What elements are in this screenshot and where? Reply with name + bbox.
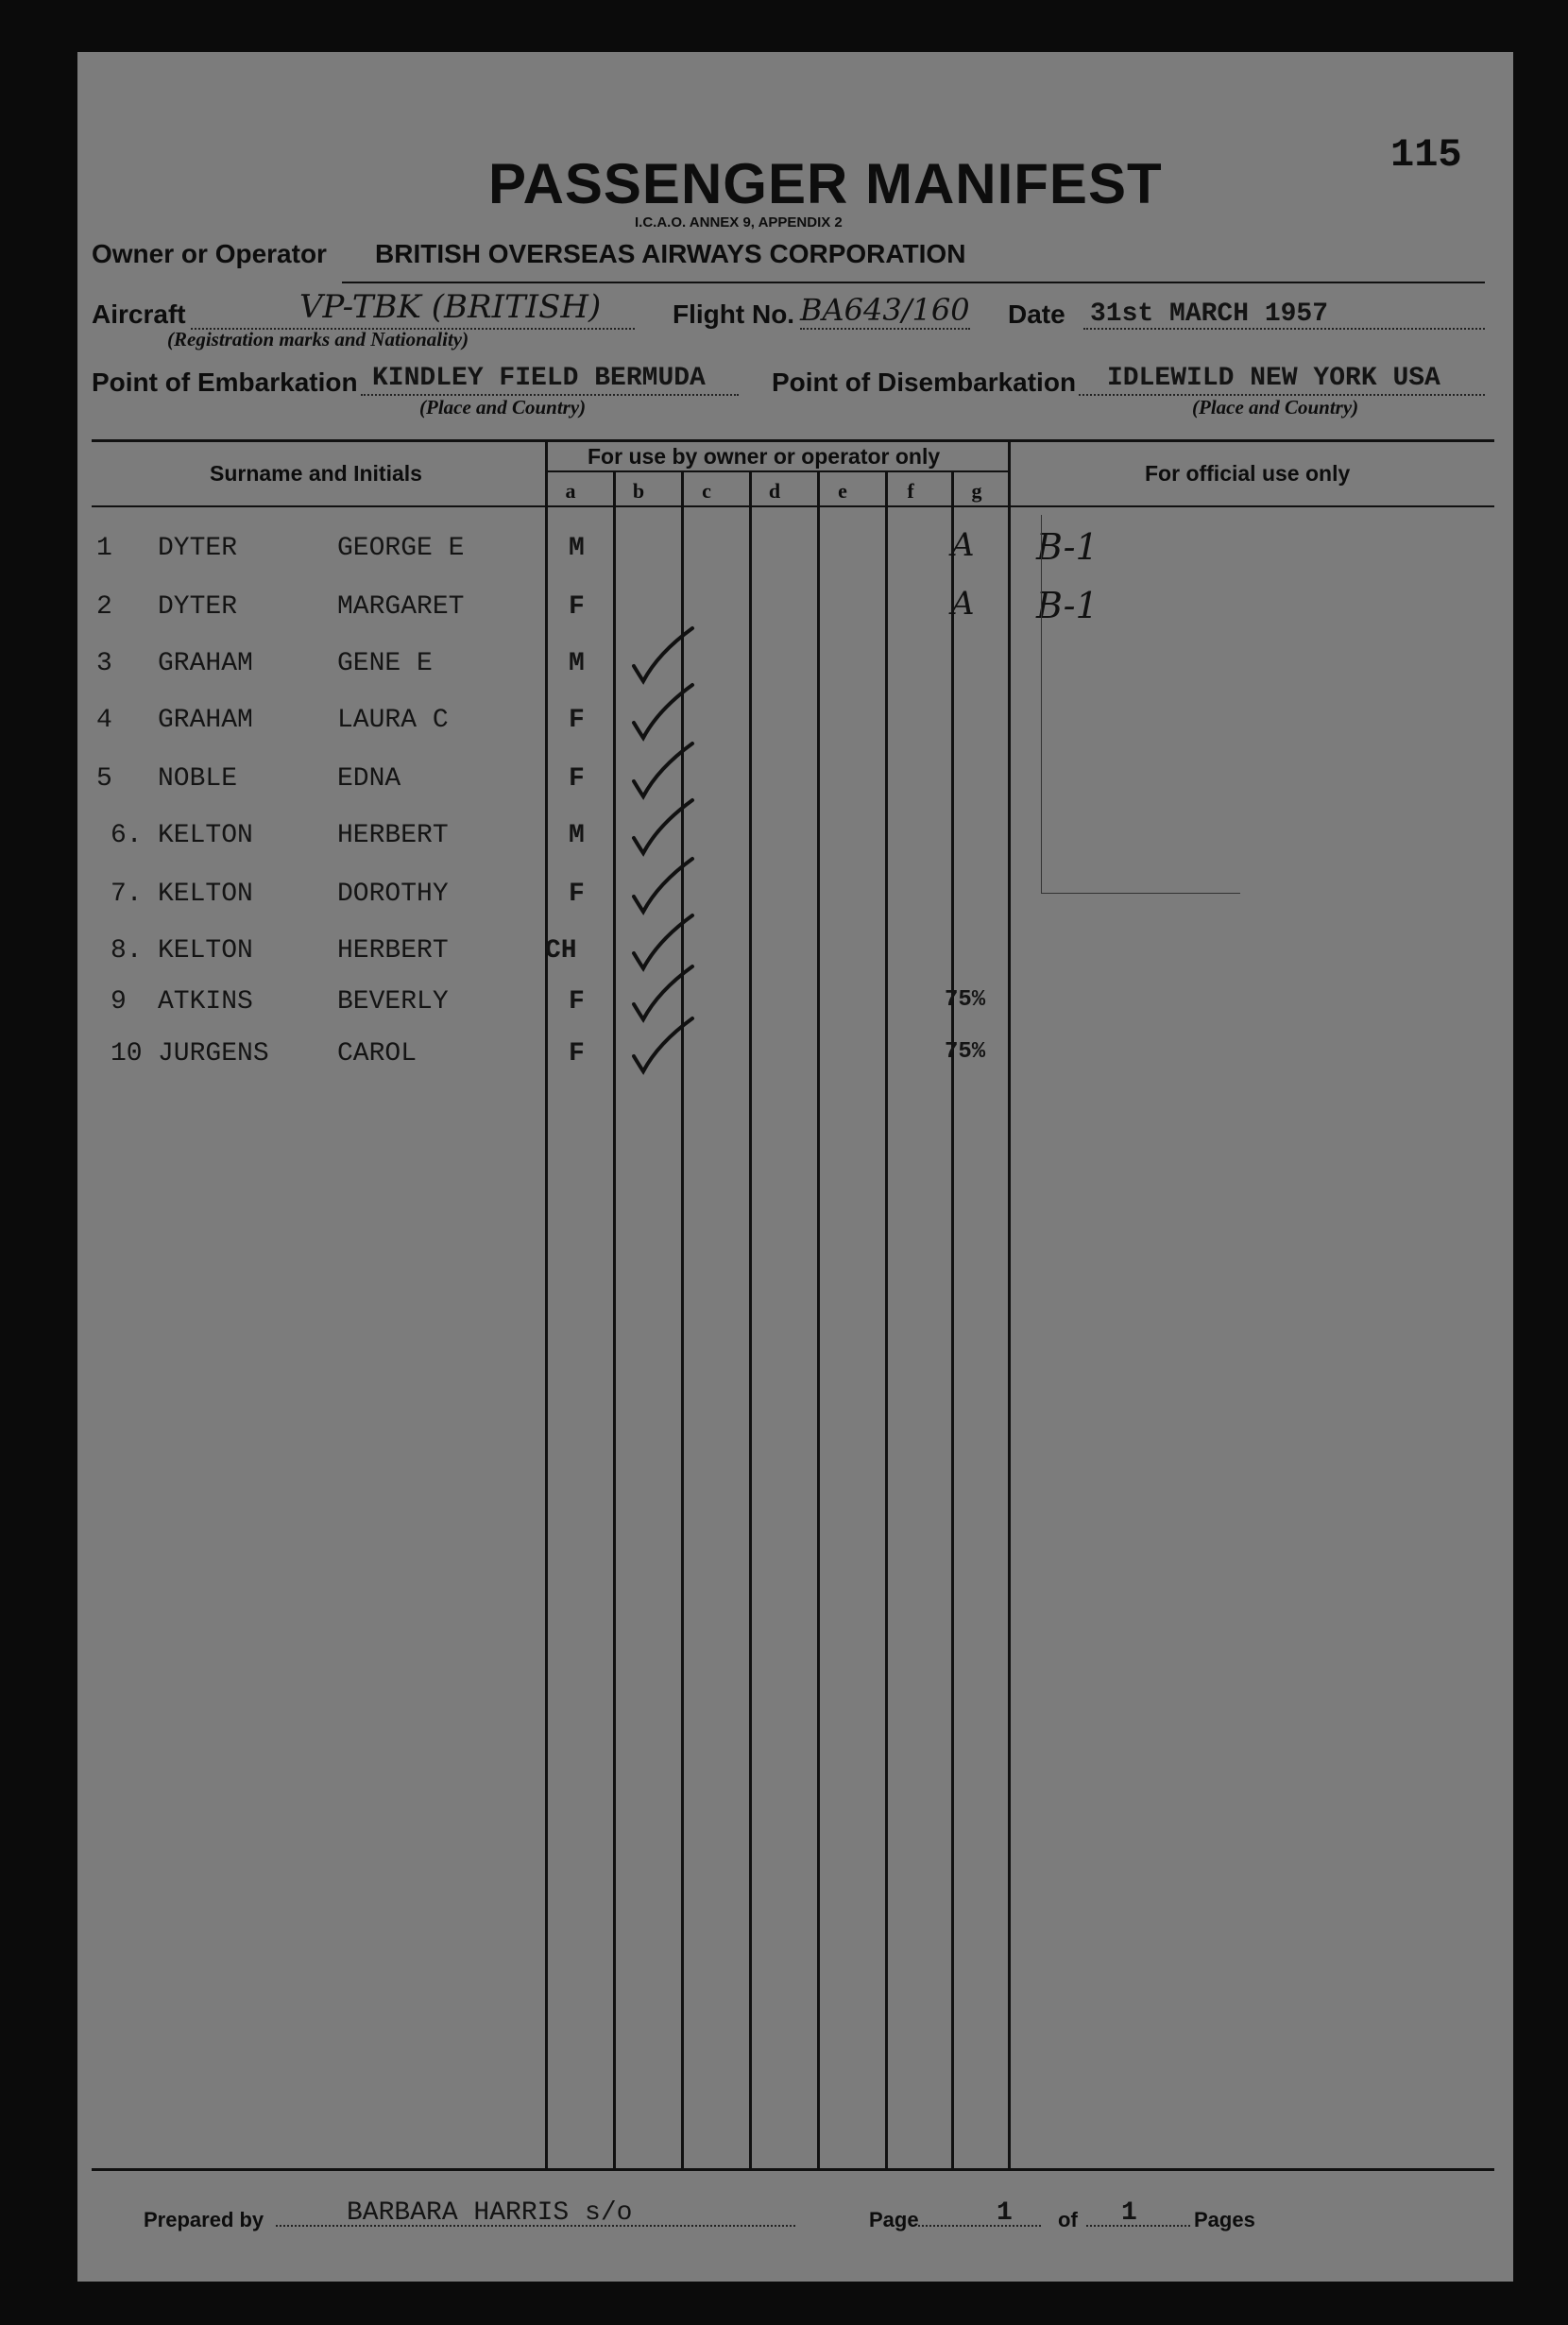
passenger-given-names: CAROL [337,1039,418,1068]
page-number: 115 [1390,132,1462,178]
passenger-surname: KELTON [158,880,253,909]
embarkation-note: (Place and Country) [419,396,587,419]
table-top-rule [92,439,1494,442]
table-row [77,706,1494,744]
flight-value: BA643/160 [800,292,970,328]
page-title: PASSENGER MANIFEST [488,152,1163,215]
checkmark-icon [630,1011,696,1077]
official-annotation: B-1 [1036,526,1099,568]
passenger-surname: KELTON [158,936,253,966]
header-bottom-rule [92,505,1494,507]
passenger-sex: F [569,880,585,909]
date-label: Date [1008,299,1065,329]
surname-header: Surname and Initials [210,461,422,486]
column-header-b: b [632,479,645,503]
passenger-sex: M [569,821,585,850]
passenger-given-names: LAURA C [337,706,449,735]
passenger-sex: M [569,649,585,678]
passenger-sex: M [569,534,585,563]
passenger-sex: F [569,764,585,794]
page-subtitle: I.C.A.O. ANNEX 9, APPENDIX 2 [635,214,843,231]
passenger-surname: ATKINS [158,987,253,1017]
table-row [77,526,1494,572]
passenger-surname: GRAHAM [158,649,253,678]
passenger-surname: GRAHAM [158,706,253,735]
official-use-header: For official use only [1145,461,1351,486]
aircraft-label: Aircraft [92,299,186,329]
checkmark-icon [630,677,696,744]
of-underline [1086,2225,1190,2227]
disembarkation-label: Point of Disembarkation [772,368,1077,397]
row-number: 6. [111,821,143,850]
table-row [77,821,1494,859]
column-g-mark: 75% [945,987,986,1013]
passenger-sex: F [569,1039,585,1068]
passenger-sex: CH [545,936,577,966]
table-row [77,880,1494,917]
page-value: 1 [997,2198,1013,2228]
flight-label: Flight No. [673,299,795,329]
column-g-mark: 75% [945,1039,986,1065]
column-header-a: a [565,479,576,503]
column-header-d: d [768,479,781,503]
footer-top-rule [92,2168,1494,2171]
passenger-sex: F [569,987,585,1017]
checkmark-icon [630,793,696,859]
aircraft-value: VP-TBK (BRITISH) [299,288,602,326]
column-g-mark: A [951,526,975,564]
page-underline [918,2225,1041,2227]
flight-underline [800,328,970,330]
column-header-c: c [702,479,711,503]
passenger-given-names: BEVERLY [337,987,449,1017]
column-rule [545,439,548,2168]
passenger-given-names: DOROTHY [337,880,449,909]
table-row [77,585,1494,630]
table-row [77,764,1494,802]
row-number: 2 [96,592,112,622]
passenger-surname: JURGENS [158,1039,269,1068]
pages-label: Pages [1194,2208,1255,2231]
operator-label: Owner or Operator [92,239,327,268]
passenger-surname: KELTON [158,821,253,850]
of-value: 1 [1121,2198,1137,2228]
prepared-by-label: Prepared by [144,2208,264,2231]
passenger-given-names: GEORGE E [337,534,465,563]
row-number: 7. [111,880,143,909]
passenger-surname: DYTER [158,534,238,563]
table-row [77,649,1494,687]
official-annotation: B-1 [1036,585,1099,626]
date-underline [1083,328,1485,330]
column-rule [1008,439,1011,2168]
row-number: 10 [111,1039,143,1068]
passenger-sex: F [569,706,585,735]
operator-rule [342,282,1485,283]
operator-value: BRITISH OVERSEAS AIRWAYS CORPORATION [375,239,966,268]
column-header-f: f [907,479,914,503]
prepared-by-underline [276,2225,795,2227]
date-value: 31st MARCH 1957 [1090,299,1329,329]
passenger-given-names: MARGARET [337,592,465,622]
passenger-given-names: HERBERT [337,936,449,966]
page-label: Page [869,2208,919,2231]
table-row [77,1039,1494,1077]
table-row [77,987,1494,1025]
disembarkation-note: (Place and Country) [1192,396,1359,419]
aircraft-note: (Registration marks and Nationality) [167,328,469,350]
row-number: 5 [96,764,112,794]
column-g-mark: A [951,585,975,623]
row-number: 1 [96,534,112,563]
row-number: 3 [96,649,112,678]
column-header-g: g [971,479,982,503]
passenger-given-names: GENE E [337,649,433,678]
of-label: of [1058,2208,1078,2231]
passenger-sex: F [569,592,585,622]
row-number: 9 [111,987,127,1017]
embarkation-value: KINDLEY FIELD BERMUDA [372,364,706,393]
table-row [77,936,1494,974]
operator-use-header: For use by owner or operator only [588,444,941,469]
column-header-e: e [838,479,847,503]
disembarkation-value: IDLEWILD NEW YORK USA [1107,364,1440,393]
manifest-sheet [77,52,1513,2282]
passenger-given-names: EDNA [337,764,401,794]
official-stamp-box [1041,515,1240,894]
embarkation-label: Point of Embarkation [92,368,358,397]
row-number: 4 [96,706,112,735]
passenger-surname: NOBLE [158,764,238,794]
passenger-given-names: HERBERT [337,821,449,850]
passenger-surname: DYTER [158,592,238,622]
row-number: 8. [111,936,143,966]
prepared-by-value: BARBARA HARRIS s/o [347,2198,633,2228]
